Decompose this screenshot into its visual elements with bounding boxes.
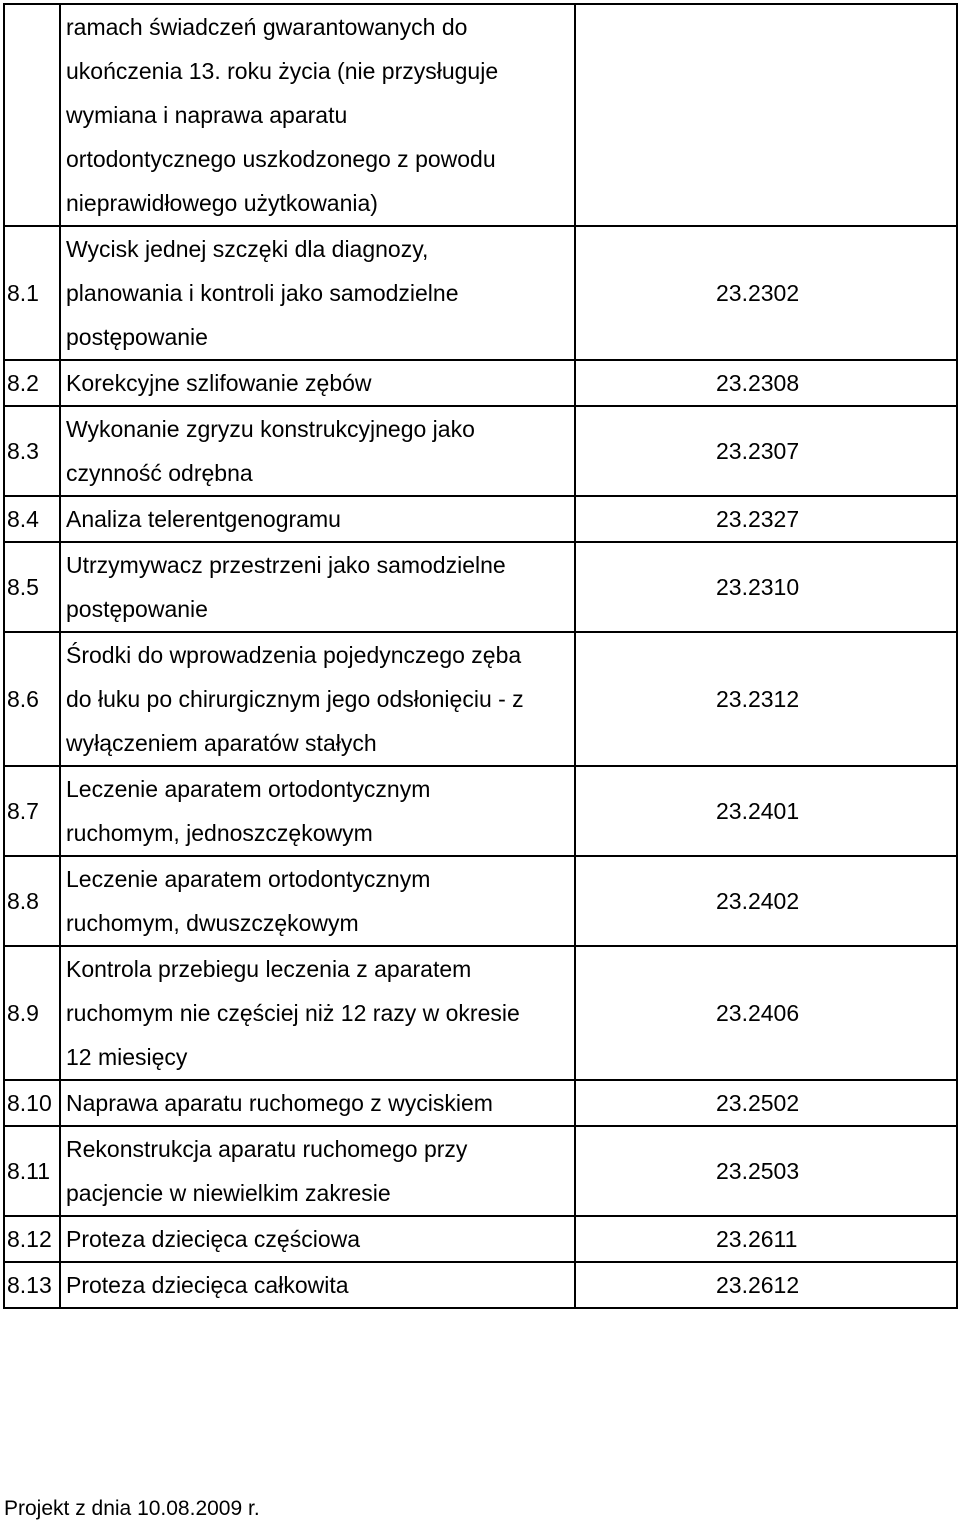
footer-text: Projekt z dnia 10.08.2009 r. — [4, 1497, 260, 1520]
row-number: 8.5 — [4, 542, 60, 632]
table-row — [4, 946, 957, 1080]
table-row — [4, 632, 957, 766]
row-code: 23.2612 — [575, 1262, 957, 1308]
row-description: Środki do wprowadzenia pojedynczego zęba do łuku po chirurgicznym jego odsłonięciu - z wyłączeniem aparatów stałych — [60, 632, 575, 766]
row-description: Proteza dziecięca częściowa — [60, 1216, 575, 1262]
row-number: 8.1 — [4, 226, 60, 360]
row-code: 23.2307 — [575, 406, 957, 496]
row-code: 23.2503 — [575, 1126, 957, 1216]
row-code: 23.2611 — [575, 1216, 957, 1262]
table-row — [4, 1262, 957, 1308]
row-number: 8.4 — [4, 496, 60, 542]
row-number: 8.12 — [4, 1216, 60, 1262]
row-description: Leczenie aparatem ortodontycznym ruchomym, dwuszczękowym — [60, 856, 575, 946]
row-number: 8.10 — [4, 1080, 60, 1126]
row-description: Kontrola przebiegu leczenia z aparatem ruchomym nie częściej niż 12 razy w okresie 12 miesięcy — [60, 946, 575, 1080]
row-code: 23.2406 — [575, 946, 957, 1080]
table-row — [4, 1126, 957, 1216]
row-number: 8.9 — [4, 946, 60, 1080]
row-number: 8.7 — [4, 766, 60, 856]
services-table — [3, 3, 958, 1309]
row-number: 8.11 — [4, 1126, 60, 1216]
row-number — [4, 4, 60, 226]
row-code: 23.2502 — [575, 1080, 957, 1126]
row-code: 23.2302 — [575, 226, 957, 360]
row-description: Leczenie aparatem ortodontycznym ruchomym, jednoszczękowym — [60, 766, 575, 856]
table-row — [4, 542, 957, 632]
table-row — [4, 226, 957, 360]
row-code — [575, 4, 957, 226]
table-row — [4, 406, 957, 496]
row-description: Wykonanie zgryzu konstrukcyjnego jako czynność odrębna — [60, 406, 575, 496]
row-description: Naprawa aparatu ruchomego z wyciskiem — [60, 1080, 575, 1126]
row-number: 8.6 — [4, 632, 60, 766]
row-number: 8.8 — [4, 856, 60, 946]
row-code: 23.2310 — [575, 542, 957, 632]
row-description: Korekcyjne szlifowanie zębów — [60, 360, 575, 406]
row-description: Analiza telerentgenogramu — [60, 496, 575, 542]
row-description: ramach świadczeń gwarantowanych do ukończenia 13. roku życia (nie przysługuje wymiana i naprawa aparatu ortodontycznego uszkodzonego z powodu nieprawidłowego użytkowania) — [60, 4, 575, 226]
row-description: Proteza dziecięca całkowita — [60, 1262, 575, 1308]
row-code: 23.2327 — [575, 496, 957, 542]
table-row — [4, 4, 957, 226]
row-number: 8.13 — [4, 1262, 60, 1308]
row-code: 23.2312 — [575, 632, 957, 766]
row-number: 8.3 — [4, 406, 60, 496]
row-code: 23.2401 — [575, 766, 957, 856]
table-row — [4, 856, 957, 946]
row-code: 23.2402 — [575, 856, 957, 946]
row-description: Rekonstrukcja aparatu ruchomego przy pacjencie w niewielkim zakresie — [60, 1126, 575, 1216]
table-row — [4, 1080, 957, 1126]
table-row — [4, 360, 957, 406]
row-description: Utrzymywacz przestrzeni jako samodzielne postępowanie — [60, 542, 575, 632]
row-code: 23.2308 — [575, 360, 957, 406]
table-row — [4, 496, 957, 542]
row-description: Wycisk jednej szczęki dla diagnozy, planowania i kontroli jako samodzielne postępowanie — [60, 226, 575, 360]
table-row — [4, 1216, 957, 1262]
table-row — [4, 766, 957, 856]
row-number: 8.2 — [4, 360, 60, 406]
